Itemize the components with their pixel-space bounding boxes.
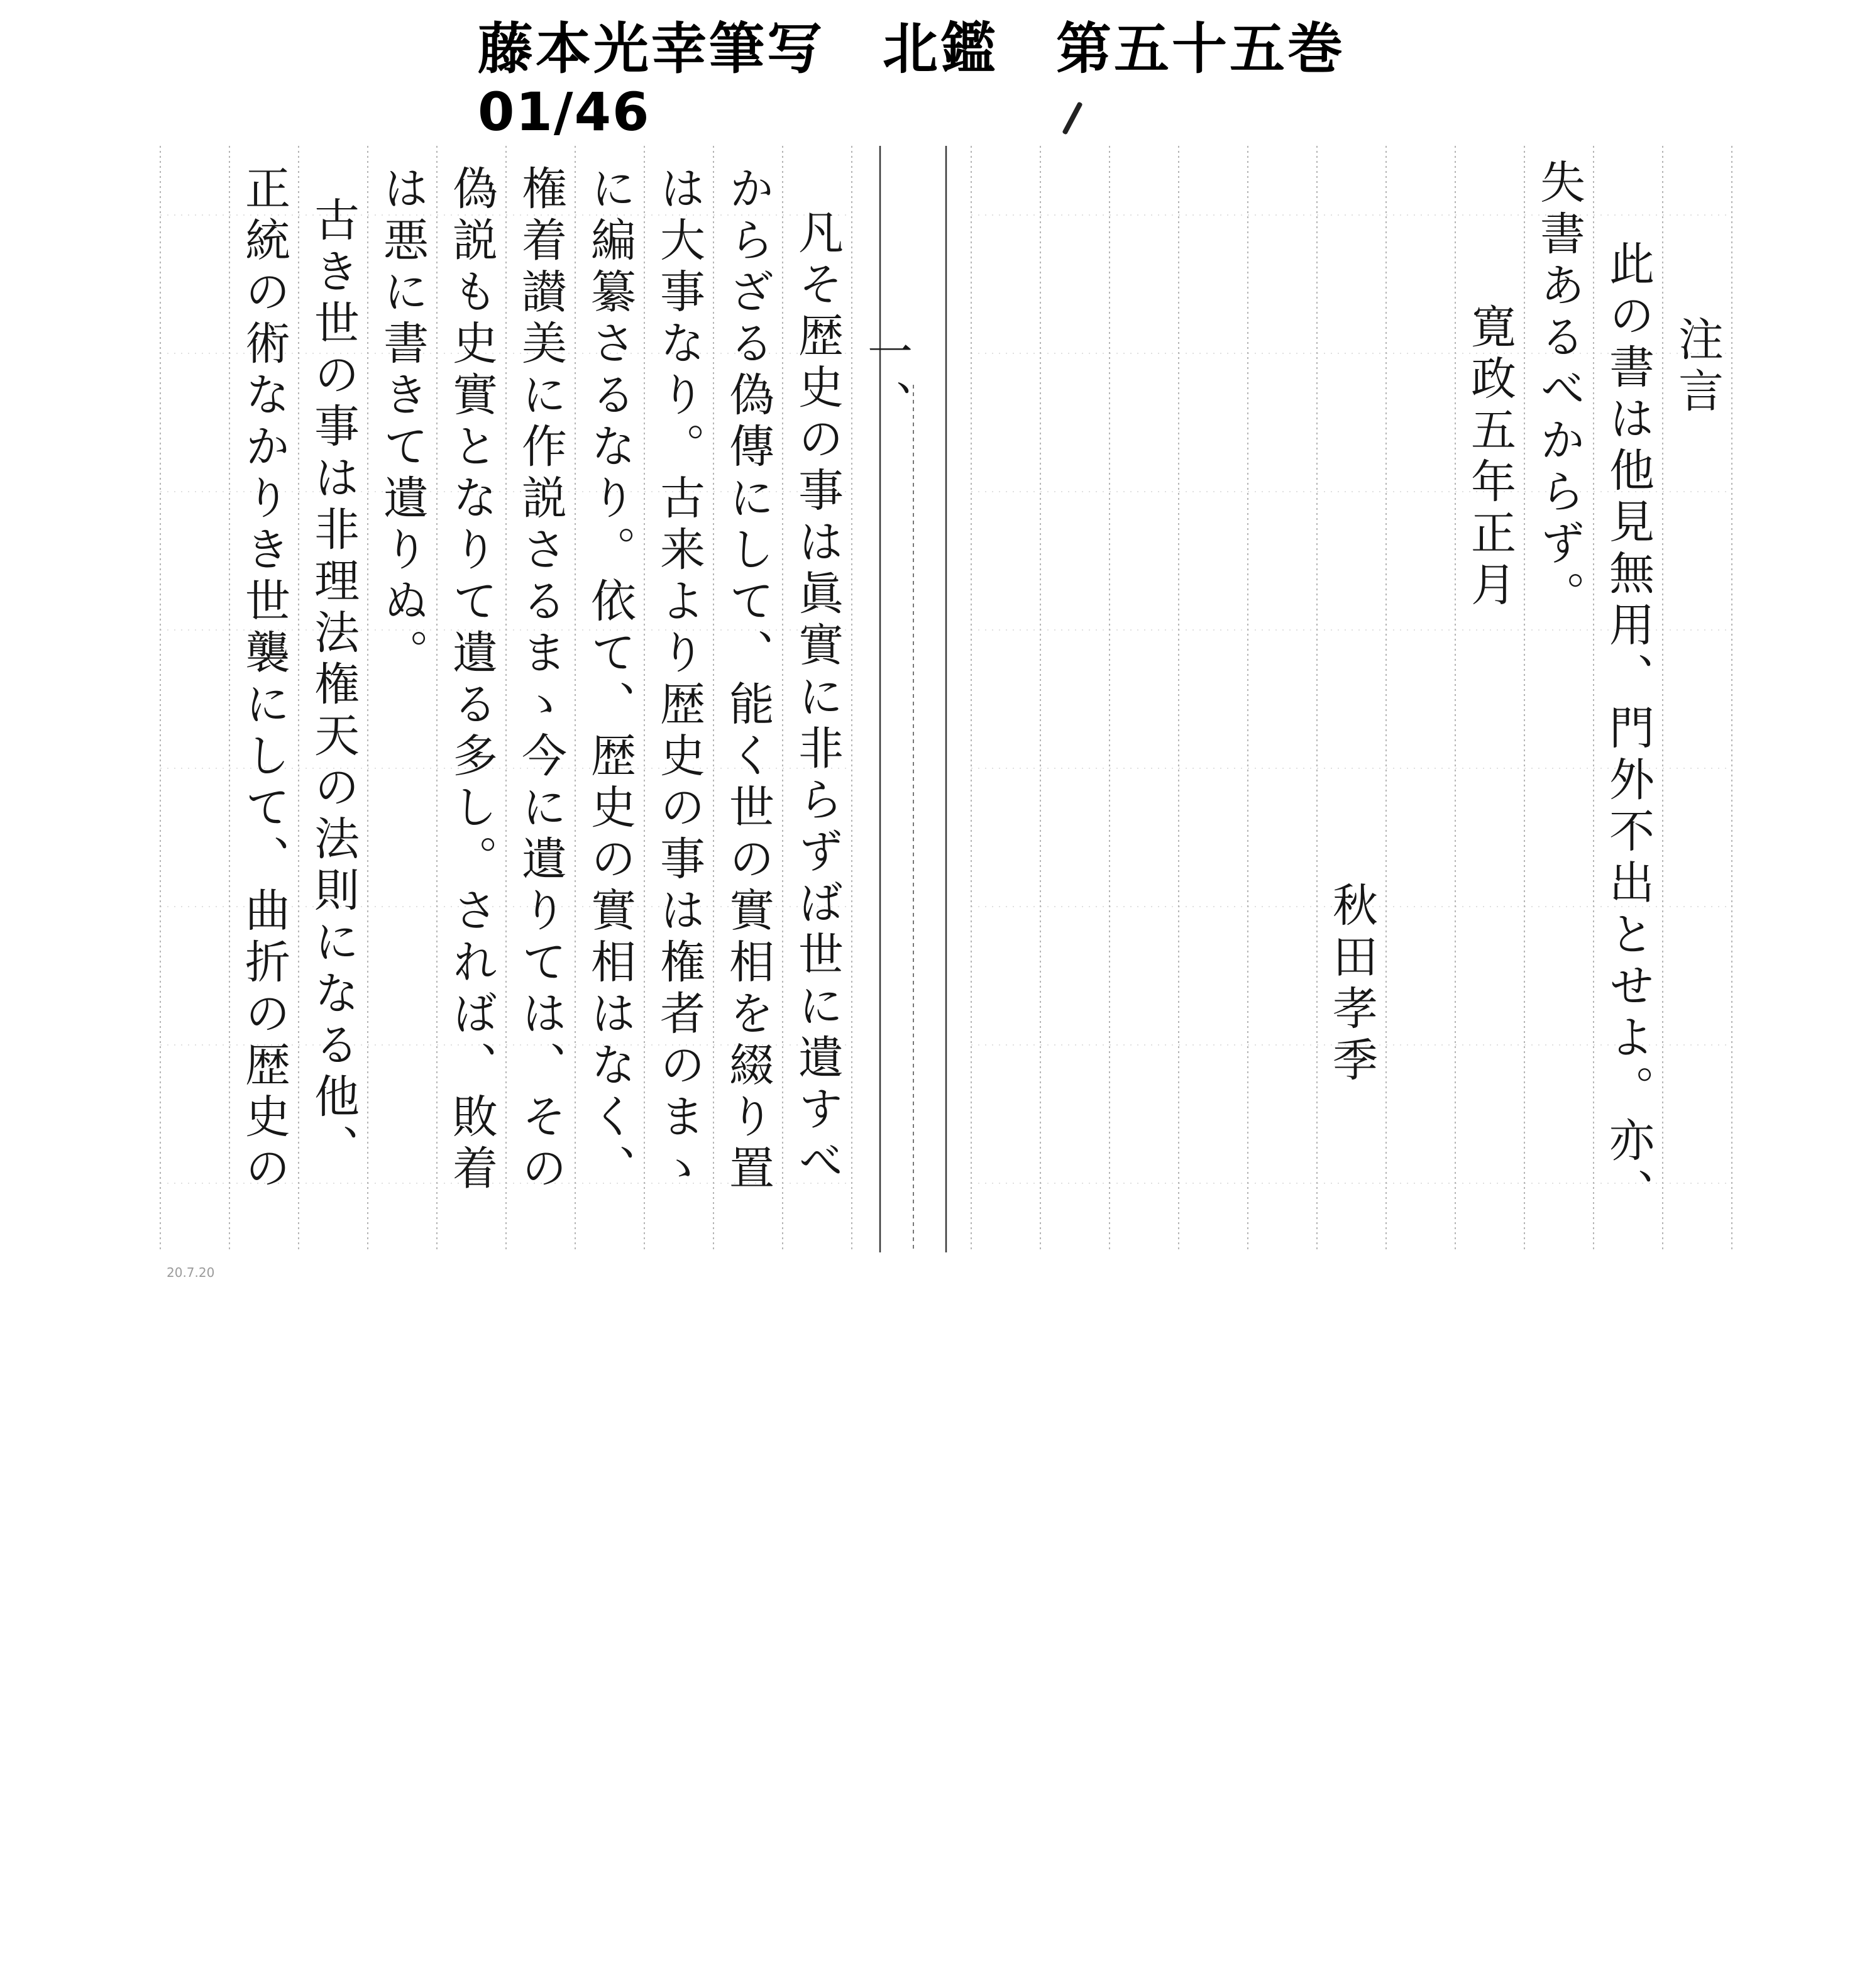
note-line-2: 失書あるべからず。 [1533,158,1585,622]
body-line-4: に編纂さるなり。依て、歴史の實相はなく、 [583,165,636,1196]
note-heading: 注言 [1671,316,1724,419]
note-date: 寛政五年正月 [1463,303,1516,612]
document-header [478,18,1345,143]
body-line-5: 権着讃美に作説さるまゝ今に遺りては、その [514,165,567,1196]
scan-mark: 20.7.20 [167,1265,215,1280]
body-line-6: 偽説も史實となりて遺る多し。されば、敗着 [445,165,498,1196]
body-line-3: は大事なり。古来より歴史の事は権者のまゝ [653,165,705,1196]
note-author: 秋田孝季 [1325,881,1378,1088]
body-line-7: は悪に書きて遺りぬ。 [376,165,429,680]
body-line-8: 古き世の事は非理法権天の法則になる他、 [307,196,360,1176]
manuscript-sheet [135,146,1744,1252]
body-line-1: 凡そ歴史の事は眞實に非らずば世に遺すべ [791,209,844,1188]
body-line-2: からざる偽傳にして、能く世の實相を綴り置 [722,165,774,1196]
item-mark: 一、 [860,328,913,431]
body-line-9: 正統の術なかりき世襲にして、曲折の歴史の [238,165,290,1196]
page-number: 01/46 [478,81,651,143]
document-title: 藤本光幸筆写 北鑑 第五十五巻 [478,16,1346,81]
note-line-1: 此の書は他見無用、門外不出とせよ。亦、 [1602,240,1655,1220]
